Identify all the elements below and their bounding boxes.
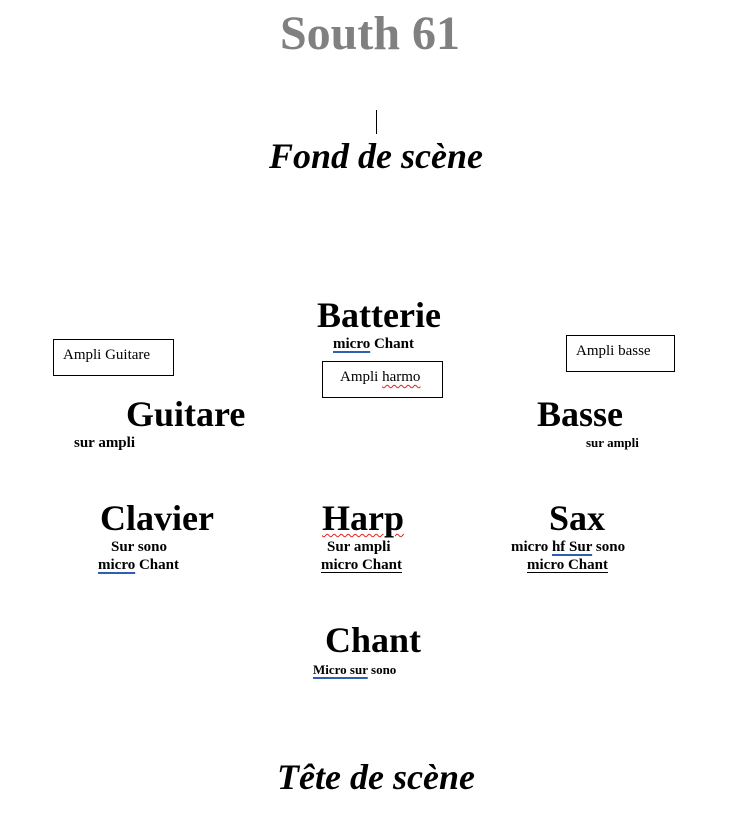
keys-mic-rest: Chant xyxy=(135,557,179,573)
sax-note-part3: sono xyxy=(592,539,626,555)
harmo-amp-prefix: Ampli xyxy=(340,369,383,385)
keys-note-line1: Sur sono xyxy=(111,539,168,555)
bass-amp-box xyxy=(566,335,675,372)
keys-mic-word: micro xyxy=(98,557,136,573)
stage-back-label: Fond de scène xyxy=(269,136,483,176)
bass-label: Basse xyxy=(537,394,624,434)
drums-mic-rest: Chant xyxy=(370,336,414,352)
guitar-note: sur ampli xyxy=(74,435,135,451)
harmo-amp-box xyxy=(322,361,443,398)
guitar-amp-label: Ampli Guitare xyxy=(63,347,151,363)
vocals-note-part2: sono xyxy=(367,662,397,677)
vocals-note xyxy=(313,662,396,678)
keys-label: Clavier xyxy=(100,498,214,538)
document-title: South 61 xyxy=(279,7,461,60)
sax-note-line1 xyxy=(511,538,625,556)
sax-note-part1: micro xyxy=(511,539,552,555)
drums-label: Batterie xyxy=(317,295,441,335)
harmo-amp-word: harmo xyxy=(382,369,421,385)
harp-note-line1: Sur ampli xyxy=(327,539,391,555)
sax-mic-note: micro Chant xyxy=(527,557,608,573)
guitar-amp-box xyxy=(53,339,174,376)
drums-mic-word: micro xyxy=(333,336,371,352)
sax-note-part2: hf Sur xyxy=(551,539,593,555)
guitar-label: Guitare xyxy=(126,394,246,434)
bass-amp-label: Ampli basse xyxy=(576,343,651,359)
keys-mic-note xyxy=(98,556,179,574)
sax-label: Sax xyxy=(549,498,606,538)
drums-mic-note xyxy=(333,335,414,353)
text-cursor xyxy=(376,110,377,134)
vocals-label: Chant xyxy=(325,620,422,660)
harp-label: Harp xyxy=(322,498,405,538)
vocals-note-part1: Micro sur xyxy=(313,662,368,677)
harp-mic-note: micro Chant xyxy=(321,557,402,573)
bass-note: sur ampli xyxy=(586,435,639,450)
stage-front-label: Tête de scène xyxy=(277,757,475,797)
